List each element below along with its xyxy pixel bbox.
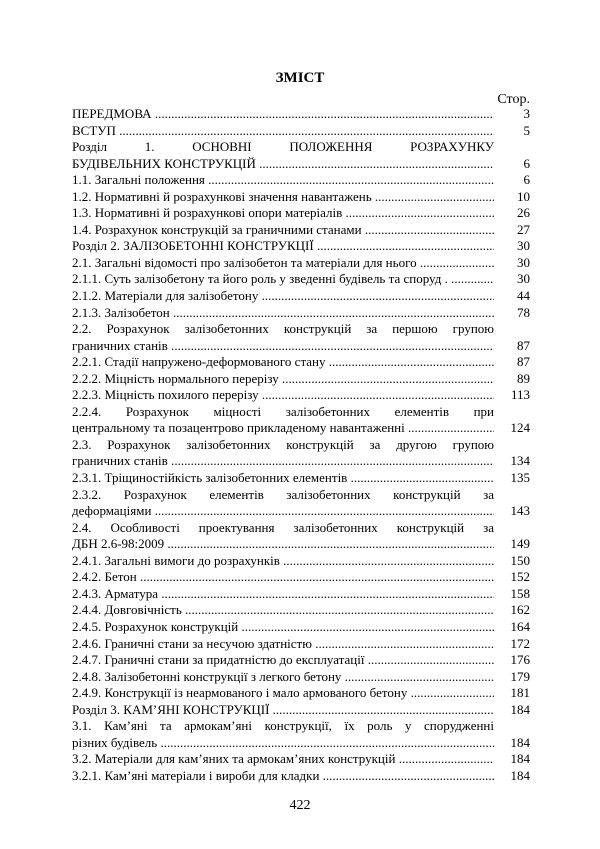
toc-entry: [72, 123, 530, 140]
toc-entry-page: 176: [510, 652, 530, 668]
toc-entry: [72, 768, 530, 785]
toc-entry-text: 2.4.8. Залізобетонні конструкції з легкого бетону .....: [72, 669, 494, 686]
toc-entry-page: 134: [510, 453, 530, 469]
toc-entry-text: 2.4.2. Бетон .....: [72, 569, 494, 586]
toc-entry: [72, 751, 530, 768]
toc-entry-continuation: центральному та позацентрово прикладеному навантаженні .....: [72, 420, 494, 437]
toc-entry-continuation: граничних станів .....: [72, 338, 494, 355]
toc-entry-text: 2.2.2. Міцність нормального перерізу .....: [72, 371, 494, 388]
toc-entry-text: 3.2. Матеріали для кам’яних та армокам’яних конструкцій .....: [72, 751, 494, 768]
toc-entry-text: 2.4.7. Граничні стани за придатністю до експлуатації .....: [72, 652, 494, 669]
toc-entry-text: 1.1. Загальні положення .....: [72, 172, 494, 189]
toc-entry-page: 184: [510, 767, 530, 783]
toc-entry-page: 162: [510, 602, 530, 618]
toc-entry: [72, 602, 530, 619]
toc-entry-continuation: БУДІВЕЛЬНИХ КОНСТРУКЦІЙ .....: [72, 156, 494, 173]
page-number: 422: [289, 798, 311, 813]
toc-entry-text: 1.4. Розрахунок конструкцій за граничними станами .....: [72, 222, 494, 239]
toc-entry-page: 184: [510, 701, 530, 717]
toc-entry: [72, 222, 530, 239]
toc-entry-line: [72, 321, 530, 338]
toc-entry-text: 2.4.9. Конструкції із неармованого і мало армованого бетону .....: [72, 685, 494, 702]
toc-entry: [72, 354, 530, 371]
toc-entry-text: 2.4.6. Граничні стани за несучою здатністю .....: [72, 636, 494, 653]
toc-entry: [72, 205, 530, 222]
toc-entry-page: 158: [510, 585, 530, 601]
toc-entry: [72, 553, 530, 570]
toc-entry: [72, 669, 530, 686]
toc-entry: [72, 420, 530, 437]
toc-entry-continuation: ДБН 2.6-98:2009 .....: [72, 536, 494, 553]
toc-entry: [72, 371, 530, 388]
toc-entry-text: 2.2.4. Розрахунок міцності залізобетонних елементів при: [72, 403, 494, 419]
toc-entry: [72, 172, 530, 189]
toc-entry-page: 10: [517, 188, 530, 204]
toc-entry-page: 6: [523, 172, 530, 188]
toc-entry-page: 150: [510, 552, 530, 568]
toc-entry: [72, 238, 530, 255]
toc-entry-page: 78: [517, 304, 530, 320]
toc-entry: [72, 536, 530, 553]
toc-title: ЗМІСТ: [275, 70, 325, 86]
toc-entry-text: 2.3.1. Тріщиностійкість залізобетонних елементів .....: [72, 470, 494, 487]
toc-entry-line: [72, 139, 530, 156]
toc-entry-page: 135: [510, 470, 530, 486]
toc-entry-page: 6: [523, 155, 530, 171]
toc-entry-text: 2.1. Загальні відомості про залізобетон та матеріали для нього .....: [72, 255, 494, 272]
toc-entry-page: 149: [510, 536, 530, 552]
toc-entry: [72, 189, 530, 206]
toc-entry-text: ПЕРЕДМОВА .....: [72, 106, 494, 123]
toc-entry-text: 2.3.2. Розрахунок елементів залізобетонних конструкцій за: [72, 486, 494, 502]
toc-entry-page: 30: [517, 238, 530, 254]
toc-entry-line: [72, 718, 530, 735]
toc-entry-page: 30: [517, 271, 530, 287]
toc-entry-text: Розділ 3. КАМ’ЯНІ КОНСТРУКЦІЇ .....: [72, 702, 494, 719]
toc-entry-page: 5: [523, 122, 530, 138]
toc-entry: [72, 503, 530, 520]
toc-entry-text: ВСТУП .....: [72, 123, 494, 140]
toc-entry-page: 30: [517, 254, 530, 270]
toc-entry-text: 3.1. Кам’яні та армокам’яні конструкції, їх роль у спорудженні: [72, 718, 494, 734]
toc-entry-continuation: деформаціями .....: [72, 503, 494, 520]
toc-entry-page: 164: [510, 618, 530, 634]
toc-entry-page: 143: [510, 503, 530, 519]
toc-entry-text: 2.4.4. Довговічність .....: [72, 602, 494, 619]
toc-entry: [72, 702, 530, 719]
toc-entry: [72, 453, 530, 470]
toc-entry-page: 184: [510, 751, 530, 767]
toc-entry-page: 172: [510, 635, 530, 651]
toc-entry-page: 26: [517, 205, 530, 221]
toc-entry-text: 1.3. Нормативні й розрахункові опори матеріалів .....: [72, 205, 494, 222]
toc-entry-text: 2.4.3. Арматура .....: [72, 586, 494, 603]
toc-entry-text: 3.2.1. Кам’яні матеріали і вироби для кладки .....: [72, 768, 494, 785]
toc-entry-line: [72, 520, 530, 537]
toc-entry-page: 27: [517, 221, 530, 237]
toc-entry-page: 184: [510, 734, 530, 750]
toc-entry: [72, 305, 530, 322]
toc-entry-page: 179: [510, 668, 530, 684]
toc-entry-text: 2.4. Особливості проектування залізобетонних конструкцій за: [72, 519, 494, 535]
toc-entry-page: 3: [523, 106, 530, 121]
toc-entry-continuation: різних будівель .....: [72, 735, 494, 752]
toc-entry-text: 2.3. Розрахунок залізобетонних конструкцій за другою групою: [72, 436, 494, 452]
toc-entry-page: 152: [510, 569, 530, 585]
toc-entry-page: 89: [517, 370, 530, 386]
page-column-header: Стор.: [497, 92, 530, 107]
toc-entry-line: [72, 437, 530, 454]
toc-entry-text: Розділ 2. ЗАЛІЗОБЕТОННІ КОНСТРУКЦІЇ .....: [72, 238, 494, 255]
toc-entry: [72, 586, 530, 603]
toc-entry: [72, 470, 530, 487]
toc-entry-text: 2.4.5. Розрахунок конструкцій .....: [72, 619, 494, 636]
toc-entry-text: 2.2.3. Міцність похилого перерізу .....: [72, 387, 494, 404]
toc-entry: [72, 652, 530, 669]
toc-entry-text: 2.2.1. Стадії напружено-деформованого стану .....: [72, 354, 494, 371]
toc-entry-page: 87: [517, 337, 530, 353]
toc-entry-text: 2.2. Розрахунок залізобетонних конструкцій за першою групою: [72, 321, 494, 337]
toc-entry-text: 2.1.3. Залізобетон .....: [72, 305, 494, 322]
toc-entry-page: 181: [510, 685, 530, 701]
toc-entry: [72, 619, 530, 636]
toc-entry: [72, 735, 530, 752]
toc-entry-text: 2.1.1. Суть залізобетону та його роль у зведенні будівель та споруд . .....: [72, 271, 494, 288]
toc-entry: [72, 685, 530, 702]
toc-entry-page: 44: [517, 288, 530, 304]
toc-entry: [72, 271, 530, 288]
toc-entry: [72, 387, 530, 404]
toc-entry: [72, 106, 530, 123]
table-of-contents: [72, 106, 530, 784]
toc-entry: [72, 255, 530, 272]
toc-entry: [72, 288, 530, 305]
toc-entry: [72, 569, 530, 586]
toc-entry: [72, 636, 530, 653]
toc-entry-text: 2.1.2. Матеріали для залізобетону .....: [72, 288, 494, 305]
toc-entry: [72, 338, 530, 355]
toc-entry-text: Розділ 1. ОСНОВНІ ПОЛОЖЕННЯ РОЗРАХУНКУ: [72, 139, 494, 155]
toc-entry-page: 113: [510, 387, 530, 403]
toc-entry-text: 1.2. Нормативні й розрахункові значення навантажень .....: [72, 189, 494, 206]
toc-entry-line: [72, 404, 530, 421]
toc-entry-text: 2.4.1. Загальні вимоги до розрахунків .....: [72, 553, 494, 570]
toc-entry: [72, 156, 530, 173]
toc-entry-page: 87: [517, 354, 530, 370]
toc-entry-line: [72, 487, 530, 504]
toc-entry-page: 124: [510, 420, 530, 436]
toc-entry-continuation: граничних станів .....: [72, 453, 494, 470]
